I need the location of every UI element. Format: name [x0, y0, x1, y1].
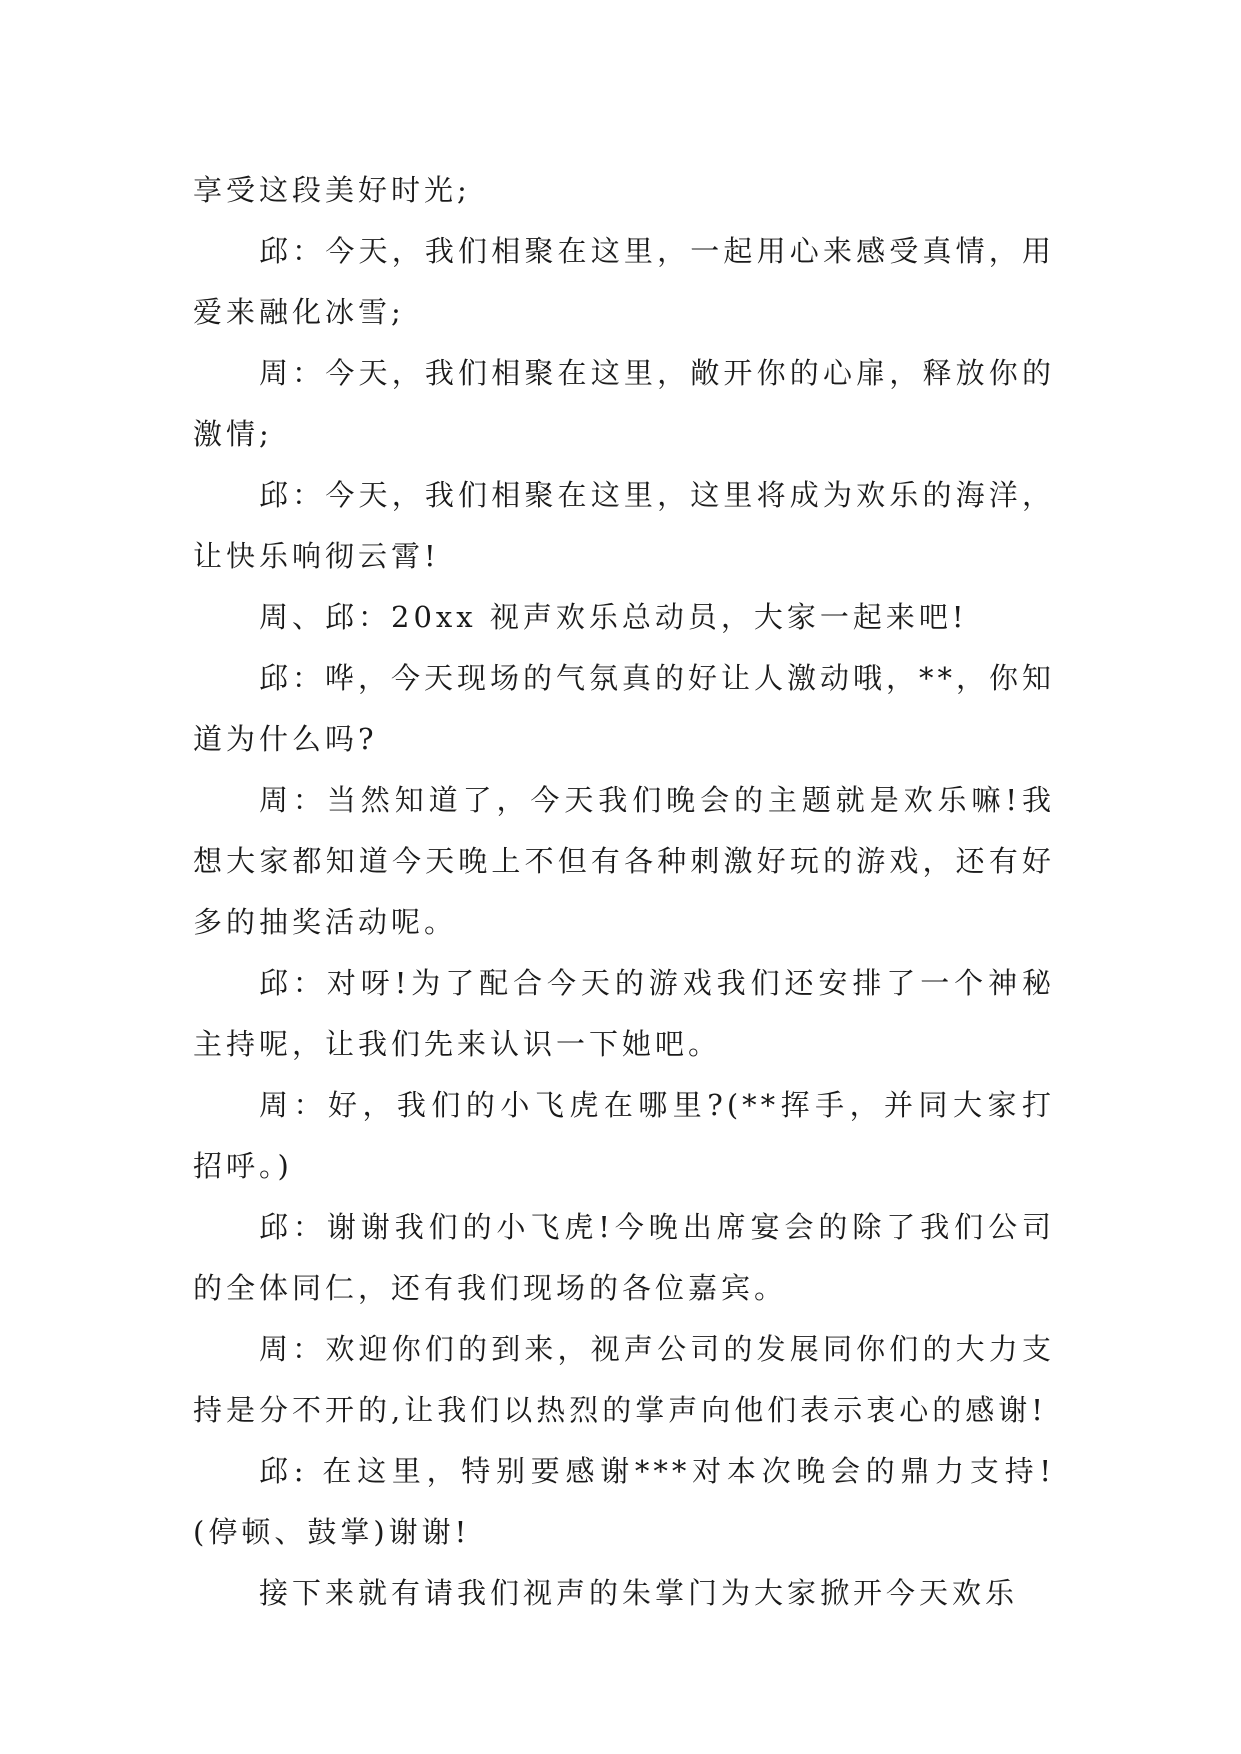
- paragraph-qiu-line-1: 邱：今天，我们相聚在这里，一起用心来感受真情，用爱来融化冰雪;: [193, 234, 1055, 329]
- document-body: [193, 160, 1055, 1624]
- paragraph-zhou-line-1: 周：今天，我们相聚在这里，敞开你的心扉，释放你的激情;: [193, 356, 1055, 451]
- paragraph-closing: 接下来就有请我们视声的朱掌门为大家掀开今天欢乐: [259, 1576, 1019, 1610]
- paragraph-zhou-line-2: 周：当然知道了，今天我们晚会的主题就是欢乐嘛!我想大家都知道今天晚上不但有各种刺激好玩的游戏，还有好多的抽奖活动呢。: [193, 783, 1055, 939]
- paragraph-qiu-line-4: 邱：对呀!为了配合今天的游戏我们还安排了一个神秘主持呢，让我们先来认识一下她吧。: [193, 966, 1055, 1061]
- paragraph-qiu-line-5: 邱：谢谢我们的小飞虎!今晚出席宴会的除了我们公司的全体同仁，还有我们现场的各位嘉宾。: [193, 1210, 1055, 1305]
- paragraph-qiu-line-2: 邱：今天，我们相聚在这里，这里将成为欢乐的海洋，让快乐响彻云霄!: [193, 478, 1055, 573]
- paragraph-zhou-line-4: 周：欢迎你们的到来，视声公司的发展同你们的大力支持是分不开的,让我们以热烈的掌声向他们表示衷心的感谢!: [193, 1332, 1055, 1427]
- paragraph-both-line: 周、邱：20xx 视声欢乐总动员，大家一起来吧!: [259, 600, 968, 634]
- paragraph-zhou-line-3: 周：好，我们的小飞虎在哪里?(**挥手，并同大家打招呼。): [193, 1088, 1055, 1183]
- paragraph-qiu-line-3: 邱：哗，今天现场的气氛真的好让人激动哦，**，你知道为什么吗?: [193, 661, 1056, 756]
- paragraph-qiu-line-6: 邱: 在这里，特别要感谢***对本次晚会的鼎力支持!(停顿、鼓掌)谢谢!: [193, 1454, 1055, 1549]
- paragraph-continuation: 享受这段美好时光;: [193, 173, 471, 207]
